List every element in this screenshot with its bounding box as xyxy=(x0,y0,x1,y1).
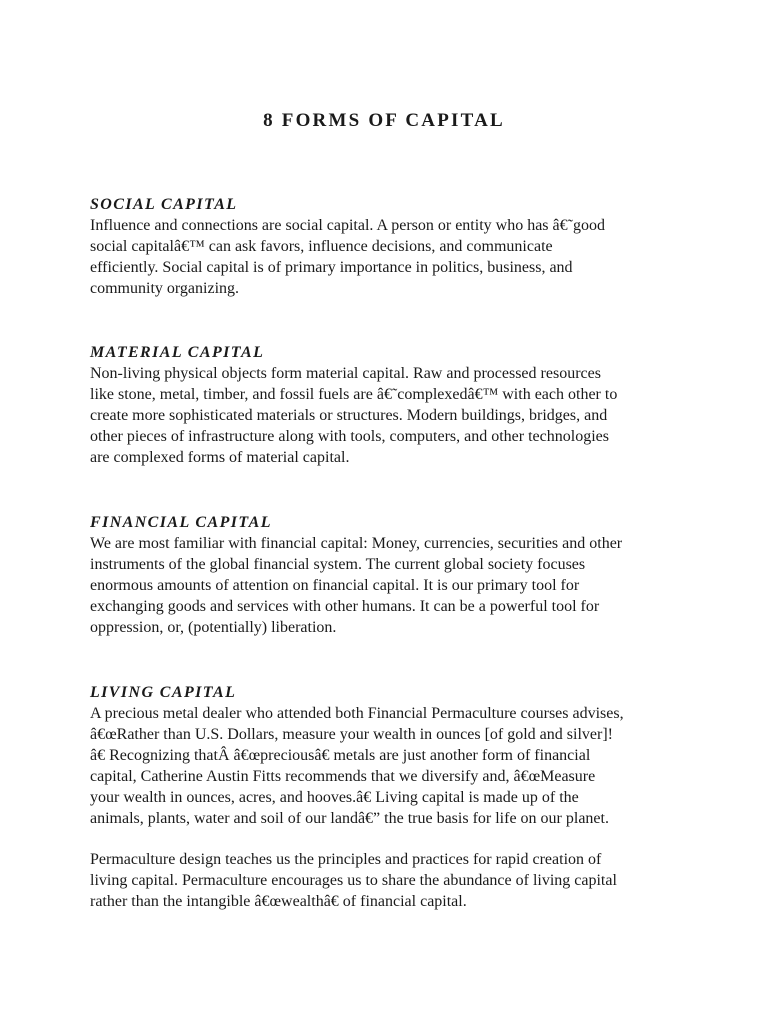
text-line: Permaculture design teaches us the principles and practices for rapid creation of xyxy=(90,851,602,868)
text-line: exchanging goods and services with other humans. It can be a powerful tool for xyxy=(90,598,600,615)
section-material-capital xyxy=(90,342,690,468)
document-title: 8 FORMS OF CAPITAL xyxy=(263,110,505,131)
text-line: animals, plants, water and soil of our landâ€” the true basis for life on our planet. xyxy=(90,810,609,827)
section-heading: LIVING CAPITAL xyxy=(90,684,237,701)
paragraph xyxy=(90,363,690,468)
section-living-capital xyxy=(90,682,690,912)
text-line: â€œRather than U.S. Dollars, measure your wealth in ounces [of gold and silver]! xyxy=(90,726,613,743)
text-line: social capitalâ€™ can ask favors, influence decisions, and communicate xyxy=(90,238,553,255)
text-line: â€ Recognizing thatÂ â€œpreciousâ€ metals are just another form of financial xyxy=(90,747,591,764)
text-line: instruments of the global financial system. The current global society focuses xyxy=(90,556,586,573)
text-line: community organizing. xyxy=(90,280,240,297)
text-line: A precious metal dealer who attended both Financial Permaculture courses advises, xyxy=(90,705,624,722)
section-heading: SOCIAL CAPITAL xyxy=(90,196,238,213)
paragraph xyxy=(90,215,690,299)
text-line: efficiently. Social capital is of primary importance in politics, business, and xyxy=(90,259,573,276)
text-line: capital, Catherine Austin Fitts recommends that we diversify and, â€œMeasure xyxy=(90,768,596,785)
text-line: oppression, or, (potentially) liberation. xyxy=(90,619,337,636)
text-line: your wealth in ounces, acres, and hooves.â€ Living capital is made up of the xyxy=(90,789,579,806)
text-line: We are most familiar with financial capital: Money, currencies, securities and other xyxy=(90,535,623,552)
text-line: like stone, metal, timber, and fossil fuels are â€˜complexedâ€™ with each other to xyxy=(90,386,618,403)
text-line: create more sophisticated materials or structures. Modern buildings, bridges, and xyxy=(90,407,608,424)
paragraph xyxy=(90,703,690,829)
section-heading: MATERIAL CAPITAL xyxy=(90,344,265,361)
text-line: living capital. Permaculture encourages us to share the abundance of living capital xyxy=(90,872,617,889)
section-social-capital xyxy=(90,194,690,299)
text-line: enormous amounts of attention on financial capital. It is our primary tool for xyxy=(90,577,580,594)
paragraph xyxy=(90,533,690,638)
text-line: other pieces of infrastructure along with tools, computers, and other technologies xyxy=(90,428,609,445)
text-line: rather than the intangible â€œwealthâ€ of financial capital. xyxy=(90,893,467,910)
text-line: Influence and connections are social capital. A person or entity who has â€˜good xyxy=(90,217,605,234)
paragraph xyxy=(90,849,690,912)
section-financial-capital xyxy=(90,512,690,638)
section-heading: FINANCIAL CAPITAL xyxy=(90,514,272,531)
text-line: Non-living physical objects form material capital. Raw and processed resources xyxy=(90,365,601,382)
text-line: are complexed forms of material capital. xyxy=(90,449,350,466)
